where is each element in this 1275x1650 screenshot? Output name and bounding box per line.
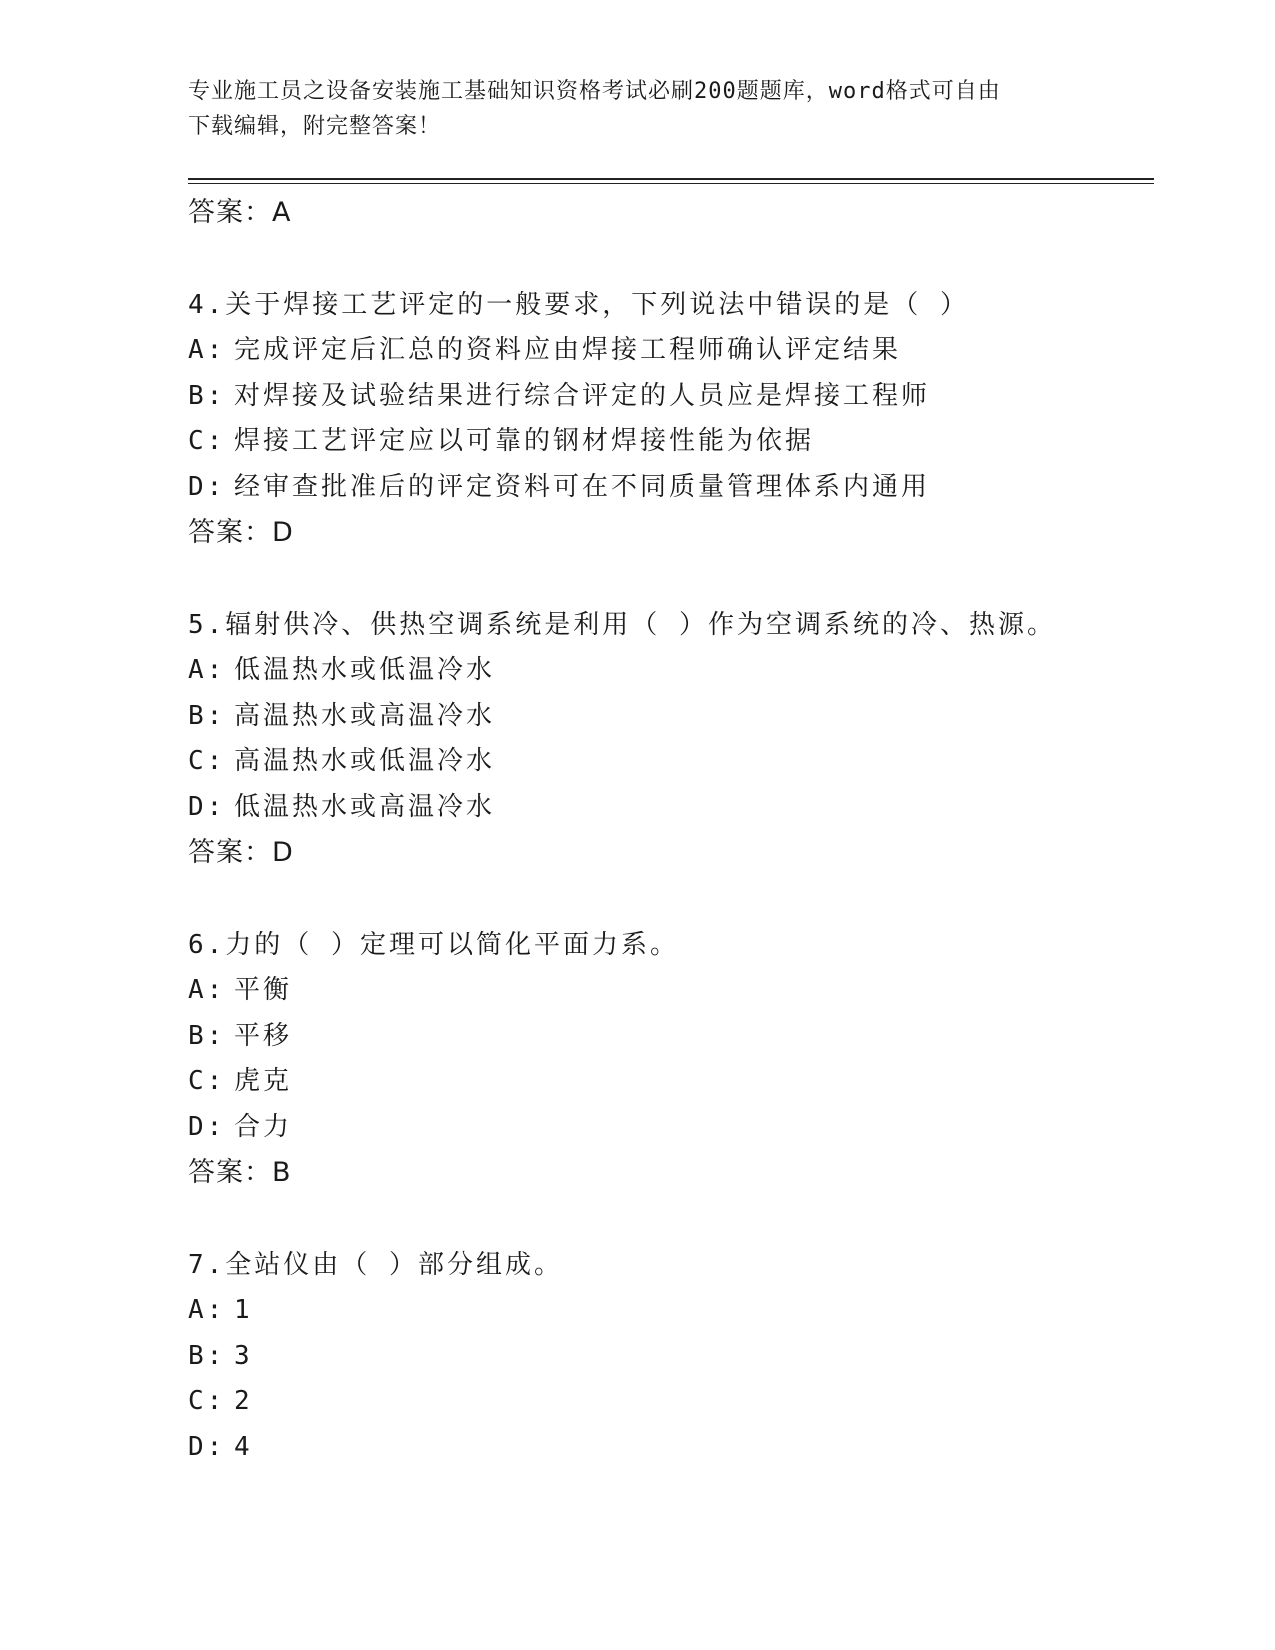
option-d: D: 低温热水或高温冷水: [188, 791, 496, 822]
option-c: C: 2: [188, 1386, 253, 1416]
question-text: 6.力的（ ）定理可以简化平面力系。: [188, 930, 679, 960]
document-header: [188, 74, 1088, 144]
option-c: C: 焊接工艺评定应以可靠的钢材焊接性能为依据: [188, 426, 815, 456]
answer-q6: 答案：B: [188, 1157, 292, 1188]
option-b: B: 高温热水或高温冷水: [188, 700, 496, 731]
option-c: C: 虎克: [188, 1066, 293, 1096]
answer-q5: 答案：D: [188, 837, 294, 868]
option-a: A: 1: [188, 1295, 253, 1325]
header-title-line-1: 专业施工员之设备安装施工基础知识资格考试必刷200题题库，word格式可自由: [188, 79, 1001, 104]
question-text: 7.全站仪由（ ）部分组成。: [188, 1250, 563, 1280]
answer-q4: 答案：D: [188, 517, 294, 548]
option-b: B: 对焊接及试验结果进行综合评定的人员应是焊接工程师: [188, 380, 931, 411]
question-block-4: [188, 282, 1148, 555]
question-block-5: [188, 602, 1148, 875]
option-b: B: 3: [188, 1340, 253, 1371]
option-a: A: 完成评定后汇总的资料应由焊接工程师确认评定结果: [188, 335, 902, 365]
question-list: [188, 190, 1148, 1470]
header-divider-thick: [188, 178, 1154, 180]
option-d: D: 经审查批准后的评定资料可在不同质量管理体系内通用: [188, 471, 931, 502]
question-block-7: [188, 1242, 1148, 1470]
option-a: A: 平衡: [188, 975, 293, 1005]
option-b: B: 平移: [188, 1020, 293, 1051]
header-divider-thin: [188, 183, 1154, 184]
question-block-6: [188, 922, 1148, 1195]
answer-q3: 答案：A: [188, 197, 292, 228]
option-a: A: 低温热水或低温冷水: [188, 655, 496, 685]
question-text: 4.关于焊接工艺评定的一般要求，下列说法中错误的是（ ）: [188, 290, 969, 320]
option-d: D: 4: [188, 1431, 253, 1462]
header-title-line-2: 下载编辑，附完整答案！: [188, 114, 442, 139]
option-d: D: 合力: [188, 1111, 293, 1142]
option-c: C: 高温热水或低温冷水: [188, 746, 496, 776]
question-text: 5.辐射供冷、供热空调系统是利用（ ）作为空调系统的冷、热源。: [188, 610, 1056, 640]
